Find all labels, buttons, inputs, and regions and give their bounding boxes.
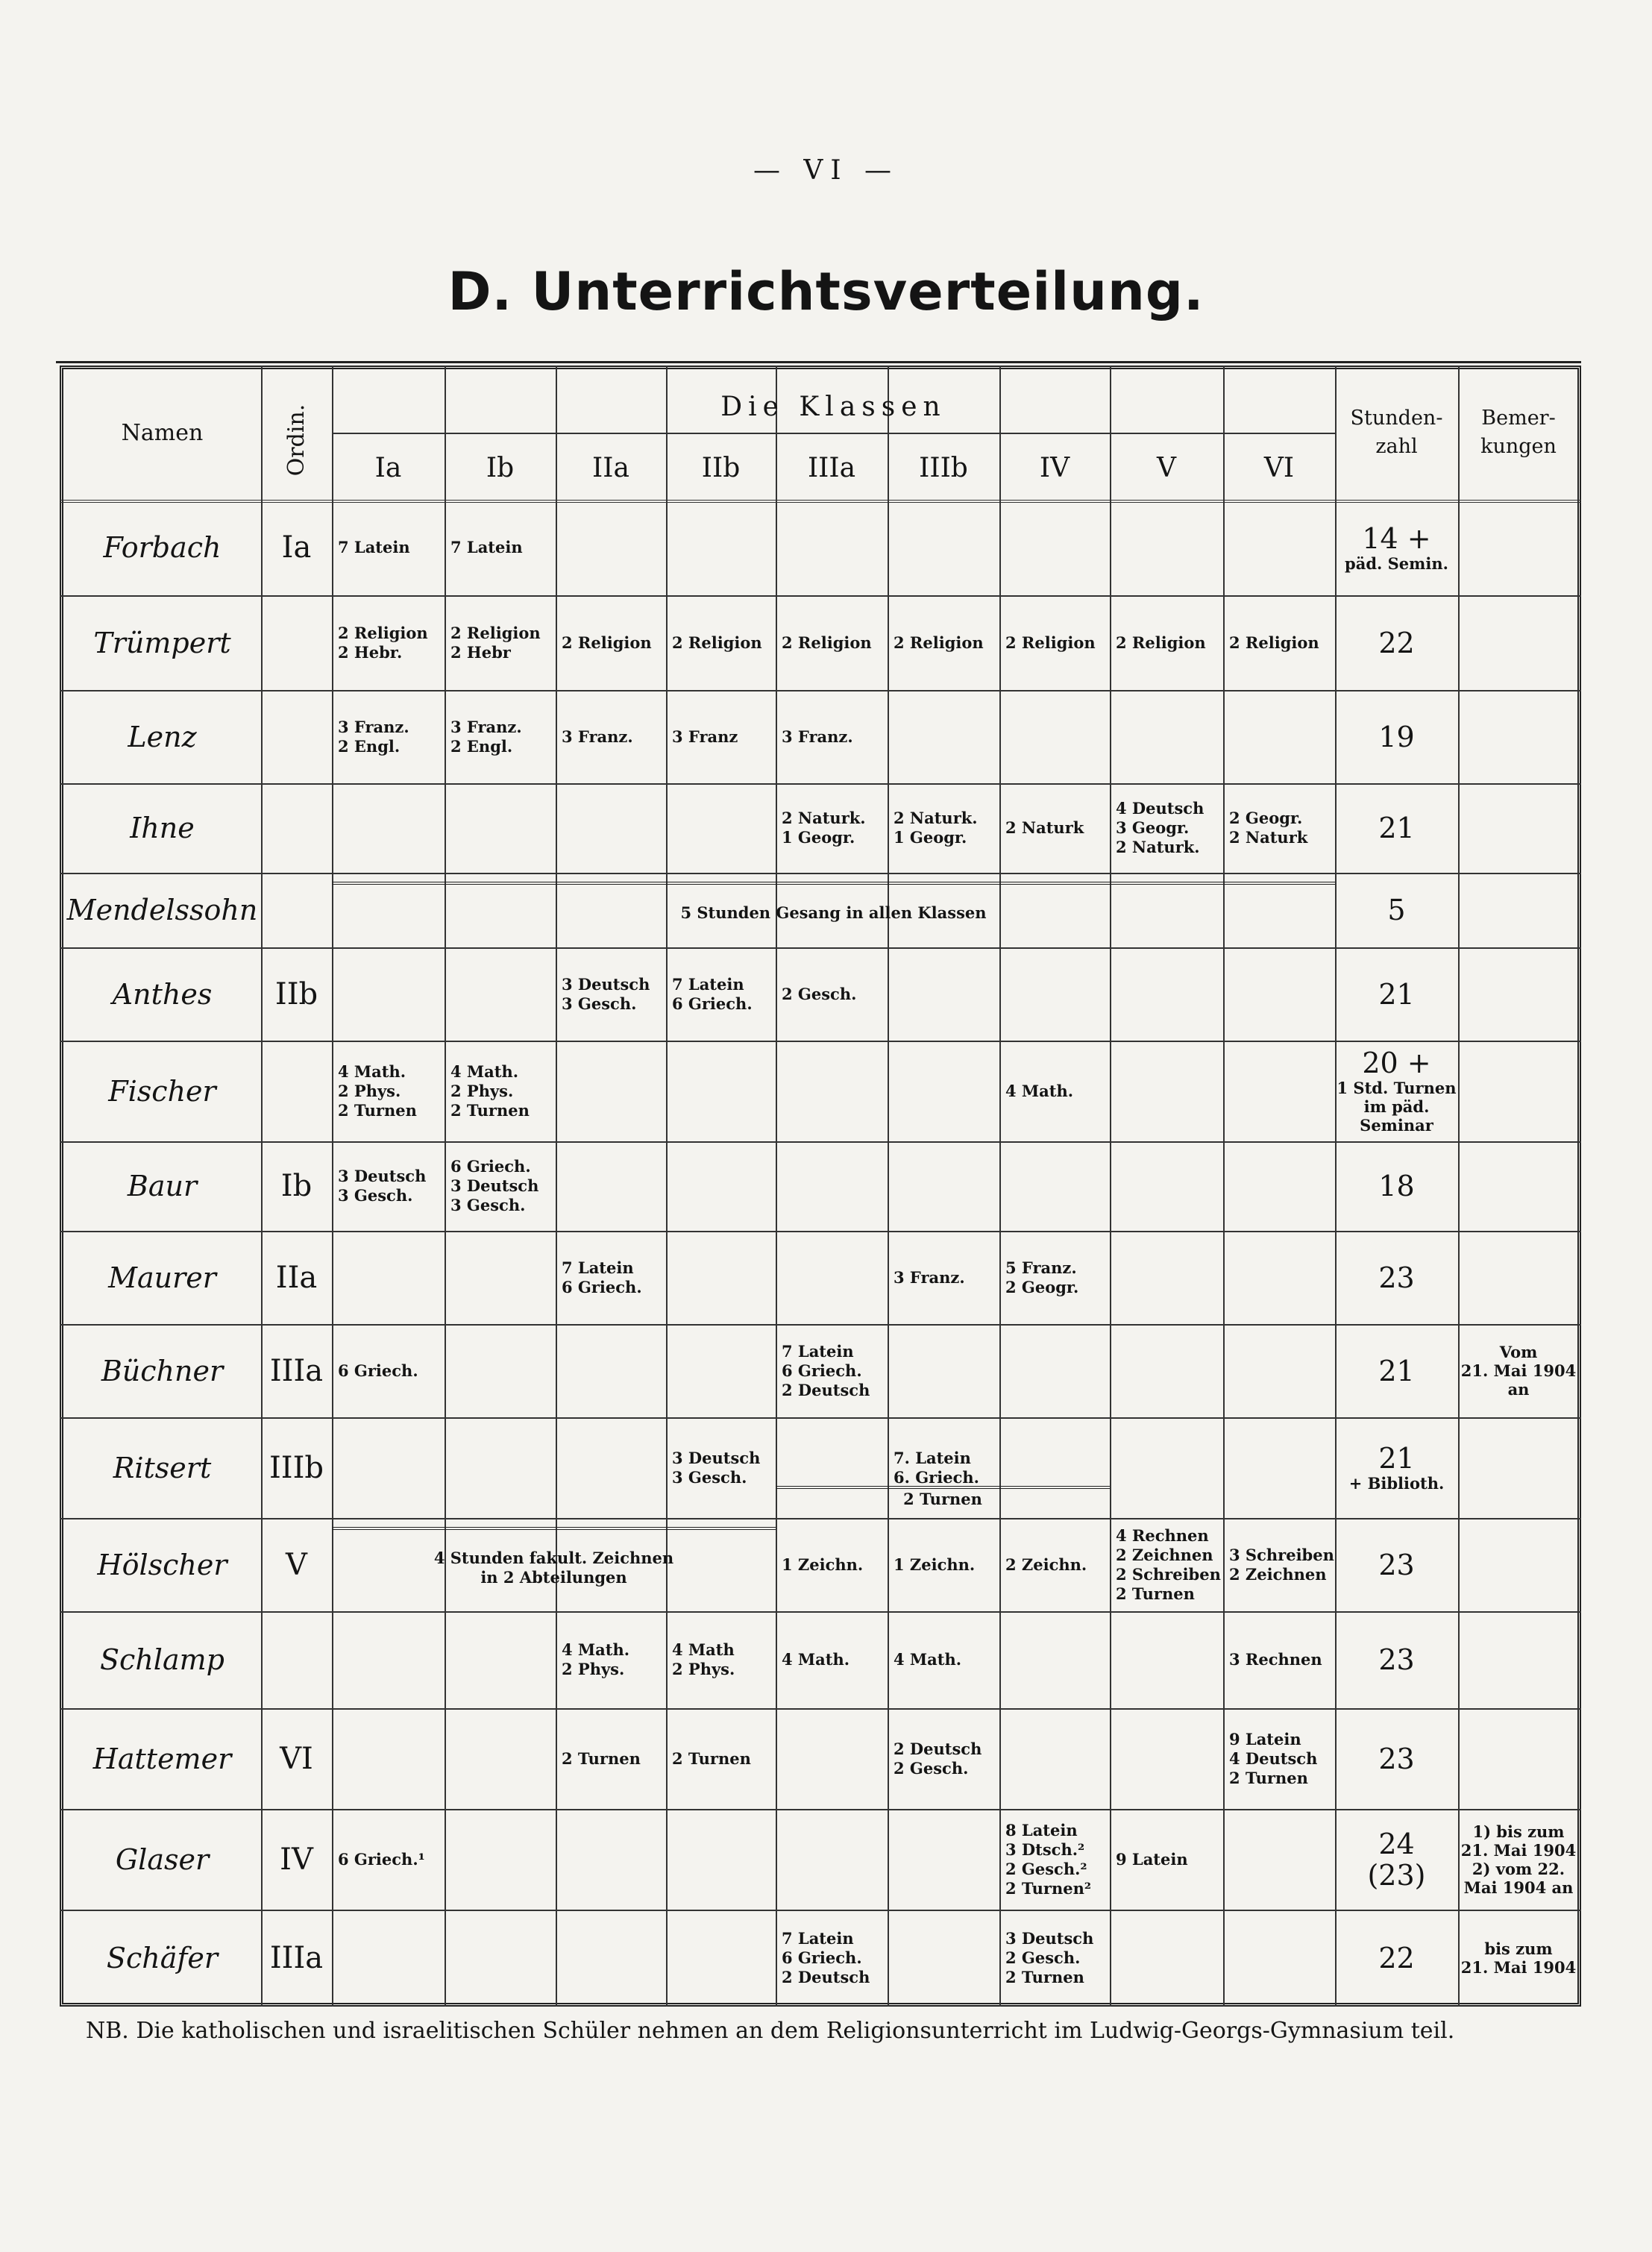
lesson-cell: 3 Rechnen bbox=[1229, 1650, 1322, 1669]
header-stundenzahl-line2: zahl bbox=[1375, 435, 1418, 458]
hours-note: 1 Std. Turnen im päd. Seminar bbox=[1337, 1079, 1457, 1135]
lesson-cell: 2 Naturk. 1 Geogr. bbox=[782, 809, 866, 847]
lesson-cell: 4 Math 2 Phys. bbox=[672, 1640, 735, 1678]
lesson-cell: 6 Griech.¹ bbox=[338, 1849, 425, 1869]
span-lesson-turnen: 2 Turnen bbox=[903, 1490, 982, 1508]
lesson-cell: 2 Religion bbox=[1116, 633, 1206, 652]
header-class-v: V bbox=[1157, 453, 1176, 483]
lesson-cell: 2 Religion bbox=[672, 633, 762, 652]
teacher-name: Glaser bbox=[115, 1842, 210, 1876]
lesson-cell: 7 Latein 6 Griech. 2 Deutsch bbox=[782, 1929, 870, 1986]
lesson-cell: 9 Latein 4 Deutsch 2 Turnen bbox=[1229, 1729, 1318, 1787]
ordinarius-class: IIIb bbox=[268, 1450, 324, 1485]
lesson-cell: 3 Franz. bbox=[893, 1267, 965, 1287]
teacher-name: Anthes bbox=[112, 977, 213, 1011]
lesson-cell: 2 Zeichn. bbox=[1005, 1555, 1087, 1574]
hours-value: 21 bbox=[1378, 1442, 1415, 1475]
hours-value: 23 bbox=[1378, 1742, 1415, 1775]
lesson-cell: 2 Religion bbox=[893, 633, 984, 652]
hours-note: päd. Semin. bbox=[1345, 553, 1448, 573]
hours-value: 19 bbox=[1378, 720, 1415, 753]
lesson-cell: 2 Religion bbox=[1229, 633, 1319, 652]
hours-total bbox=[1339, 1324, 1454, 1417]
teacher-name: Schlamp bbox=[100, 1643, 224, 1676]
header-ordin: Ordin. bbox=[283, 404, 310, 477]
column-divider bbox=[1335, 366, 1337, 2007]
ordinarius-class: IV bbox=[280, 1842, 313, 1877]
column-divider bbox=[1110, 366, 1111, 2007]
hours-value: 23 bbox=[1378, 1261, 1415, 1294]
lesson-cell: 3 Deutsch 3 Gesch. bbox=[562, 974, 650, 1013]
teacher-name: Forbach bbox=[103, 531, 222, 564]
lesson-cell: 8 Latein 3 Dtsch.² 2 Gesch.² 2 Turnen² bbox=[1005, 1820, 1092, 1898]
ordinarius-class: V bbox=[286, 1547, 307, 1582]
header-class-ia: Ia bbox=[374, 453, 402, 483]
teacher-name: Trümpert bbox=[93, 626, 231, 659]
lesson-cell: 3 Franz. 2 Engl. bbox=[338, 717, 409, 756]
lesson-cell: 2 Naturk bbox=[1005, 818, 1084, 837]
teacher-name: Mendelssohn bbox=[66, 894, 258, 926]
header-class-iiib: IIIb bbox=[919, 453, 968, 483]
hours-total bbox=[1339, 947, 1454, 1041]
lesson-cell: 2 Religion bbox=[782, 633, 872, 652]
remark: bis zum 21. Mai 1904 bbox=[1460, 1939, 1577, 1977]
column-divider bbox=[1223, 366, 1225, 2007]
ordinarius-class: IIb bbox=[274, 976, 318, 1011]
header-stundenzahl bbox=[1339, 392, 1454, 474]
lesson-cell: 2 Religion 2 Hebr. bbox=[338, 623, 428, 662]
lesson-cell: 4 Math. 2 Phys. 2 Turnen bbox=[450, 1061, 530, 1120]
hours-total bbox=[1337, 1041, 1457, 1141]
lesson-cell: 7. Latein 6. Griech. bbox=[893, 1448, 979, 1487]
header-stundenzahl-line1: Stunden- bbox=[1350, 407, 1443, 430]
ordinarius-class: IIIa bbox=[269, 1941, 324, 1975]
header-class-iia: IIa bbox=[592, 453, 629, 483]
hours-total bbox=[1339, 873, 1454, 947]
hours-total bbox=[1339, 1809, 1454, 1910]
hours-value: 14 + bbox=[1362, 521, 1431, 555]
lesson-cell: 7 Latein bbox=[450, 538, 523, 556]
lesson-cell: 7 Latein 6 Griech. bbox=[562, 1258, 642, 1296]
lesson-cell: 3 Deutsch 2 Gesch. 2 Turnen bbox=[1005, 1929, 1094, 1986]
hours-total bbox=[1339, 1518, 1454, 1611]
lesson-cell: 3 Deutsch 3 Gesch. bbox=[672, 1448, 761, 1487]
teacher-name: Hölscher bbox=[97, 1548, 227, 1581]
hours-total bbox=[1339, 500, 1454, 595]
ordinarius-class: Ia bbox=[281, 530, 312, 565]
column-divider bbox=[999, 366, 1001, 2007]
hours-total bbox=[1339, 1417, 1454, 1518]
hours-value: 18 bbox=[1378, 1170, 1415, 1202]
lesson-cell: 3 Schreiben 2 Zeichnen bbox=[1229, 1545, 1334, 1584]
teacher-name: Schäfer bbox=[106, 1942, 219, 1975]
hours-value: 22 bbox=[1378, 1942, 1415, 1975]
hours-value: 24 bbox=[1378, 1827, 1415, 1860]
column-divider bbox=[1458, 366, 1460, 2007]
teacher-name: Fischer bbox=[108, 1074, 216, 1108]
hours-value: 5 bbox=[1387, 894, 1406, 926]
hours-value: 23 bbox=[1378, 1643, 1415, 1676]
header-bemerkungen bbox=[1458, 392, 1579, 474]
footnote: NB. Die katholischen und israelitischen Schüler nehmen an dem Religionsunterricht im Ludwig-Georgs-Gymnasium teil. bbox=[86, 2018, 1455, 2044]
span-lesson: 4 Stunden fakult. Zeichnen in 2 Abteilungen bbox=[433, 1548, 674, 1587]
lesson-cell: 6 Griech. 3 Deutsch 3 Gesch. bbox=[450, 1157, 539, 1214]
hours-total bbox=[1339, 783, 1454, 873]
header-bemerkungen-line1: Bemer- bbox=[1481, 407, 1556, 430]
column-divider bbox=[556, 366, 557, 2007]
lesson-cell: 2 Deutsch 2 Gesch. bbox=[893, 1739, 982, 1778]
lesson-cell: 4 Deutsch 3 Geogr. 2 Naturk. bbox=[1116, 799, 1205, 856]
page-title: D. Unterrichtsverteilung. bbox=[447, 261, 1205, 322]
lesson-cell: 3 Franz. bbox=[782, 727, 853, 746]
teacher-name: Baur bbox=[127, 1170, 198, 1202]
lesson-cell: 5 Franz. 2 Geogr. bbox=[1005, 1258, 1079, 1296]
hours-value: 20 + bbox=[1362, 1047, 1431, 1079]
lesson-cell: 4 Math. 2 Phys. bbox=[562, 1640, 630, 1678]
lesson-cell: 4 Rechnen 2 Zeichnen 2 Schreiben 2 Turnen bbox=[1116, 1525, 1221, 1603]
hours-value: 21 bbox=[1378, 812, 1415, 844]
teacher-name: Hattemer bbox=[92, 1742, 232, 1775]
header-class-iv: IV bbox=[1039, 453, 1070, 483]
lesson-cell: 3 Deutsch 3 Gesch. bbox=[338, 1167, 427, 1205]
lesson-cell: 2 Naturk. 1 Geogr. bbox=[893, 809, 978, 847]
lesson-cell: 2 Turnen bbox=[672, 1748, 751, 1768]
lesson-cell: 7 Latein 6 Griech. bbox=[672, 974, 753, 1013]
lesson-cell: 2 Geogr. 2 Naturk bbox=[1229, 809, 1308, 847]
header-class-iiia: IIIa bbox=[807, 453, 856, 483]
ordinarius-class: Ib bbox=[280, 1169, 313, 1203]
lesson-cell: 7 Latein bbox=[338, 538, 410, 556]
teacher-name: Lenz bbox=[128, 720, 197, 753]
lesson-cell: 4 Math. bbox=[782, 1650, 850, 1669]
hours-value: 21 bbox=[1378, 977, 1415, 1011]
page-number: — VI — bbox=[753, 155, 899, 186]
column-divider bbox=[888, 366, 889, 2007]
lesson-cell: 1 Zeichn. bbox=[893, 1555, 976, 1574]
hours-total bbox=[1339, 1231, 1454, 1324]
span-lesson: 5 Stunden Gesang in allen Klassen bbox=[680, 903, 987, 922]
hours-total bbox=[1339, 595, 1454, 690]
column-divider bbox=[666, 366, 668, 2007]
header-die-klassen: Die Klassen bbox=[720, 391, 946, 422]
lesson-cell: 2 Gesch. bbox=[782, 984, 857, 1003]
hours-value: 21 bbox=[1378, 1354, 1415, 1387]
header-subrule bbox=[332, 433, 1335, 434]
ordinarius-class: IIIa bbox=[269, 1353, 324, 1388]
header-bemerkungen-line2: kungen bbox=[1480, 435, 1557, 458]
lesson-cell: 6 Griech. bbox=[338, 1361, 418, 1380]
column-divider bbox=[776, 366, 777, 2007]
hours-total bbox=[1339, 1141, 1454, 1231]
lesson-cell: 2 Religion bbox=[1005, 633, 1096, 652]
header-namen: Namen bbox=[121, 419, 204, 446]
top-rule bbox=[56, 361, 1581, 363]
header-class-iib: IIb bbox=[701, 453, 741, 483]
ordinarius-class: VI bbox=[280, 1741, 313, 1776]
column-divider bbox=[332, 366, 333, 2007]
lesson-cell: 7 Latein 6 Griech. 2 Deutsch bbox=[782, 1341, 870, 1399]
hours-total bbox=[1339, 690, 1454, 783]
lesson-cell: 2 Religion 2 Hebr bbox=[450, 623, 541, 662]
lesson-cell: 2 Turnen bbox=[562, 1748, 641, 1768]
lesson-cell: 3 Franz. 2 Engl. bbox=[450, 717, 522, 756]
header-class-vi: VI bbox=[1263, 453, 1295, 483]
teacher-name: Büchner bbox=[101, 1354, 224, 1387]
hours-note: + Biblioth. bbox=[1348, 1474, 1445, 1493]
header-class-ib: Ib bbox=[486, 453, 515, 483]
remark: 1) bis zum 21. Mai 1904 2) vom 22. Mai 1904 an bbox=[1460, 1822, 1577, 1897]
lesson-cell: 4 Math. bbox=[893, 1650, 962, 1669]
lesson-cell: 9 Latein bbox=[1116, 1849, 1188, 1869]
lesson-cell: 4 Math. 2 Phys. 2 Turnen bbox=[338, 1061, 417, 1120]
teacher-name: Maurer bbox=[108, 1261, 216, 1294]
ordinarius-class: IIa bbox=[275, 1260, 318, 1295]
teacher-name: Ihne bbox=[130, 812, 195, 844]
lesson-cell: 4 Math. bbox=[1005, 1081, 1074, 1100]
hours-total bbox=[1339, 1611, 1454, 1708]
hours-value: 23 bbox=[1378, 1548, 1415, 1581]
hours-value: 22 bbox=[1378, 626, 1415, 659]
hours-total bbox=[1339, 1910, 1454, 2007]
teacher-name: Ritsert bbox=[113, 1451, 212, 1484]
column-divider bbox=[445, 366, 446, 2007]
lesson-cell: 3 Franz. bbox=[562, 727, 633, 746]
lesson-cell: 2 Religion bbox=[562, 633, 652, 652]
remark: Vom 21. Mai 1904 an bbox=[1460, 1343, 1577, 1399]
hours-total bbox=[1339, 1708, 1454, 1809]
hours-note: (23) bbox=[1367, 1858, 1426, 1892]
lesson-cell: 1 Zeichn. bbox=[782, 1555, 864, 1574]
lesson-cell: 3 Franz bbox=[672, 727, 738, 746]
